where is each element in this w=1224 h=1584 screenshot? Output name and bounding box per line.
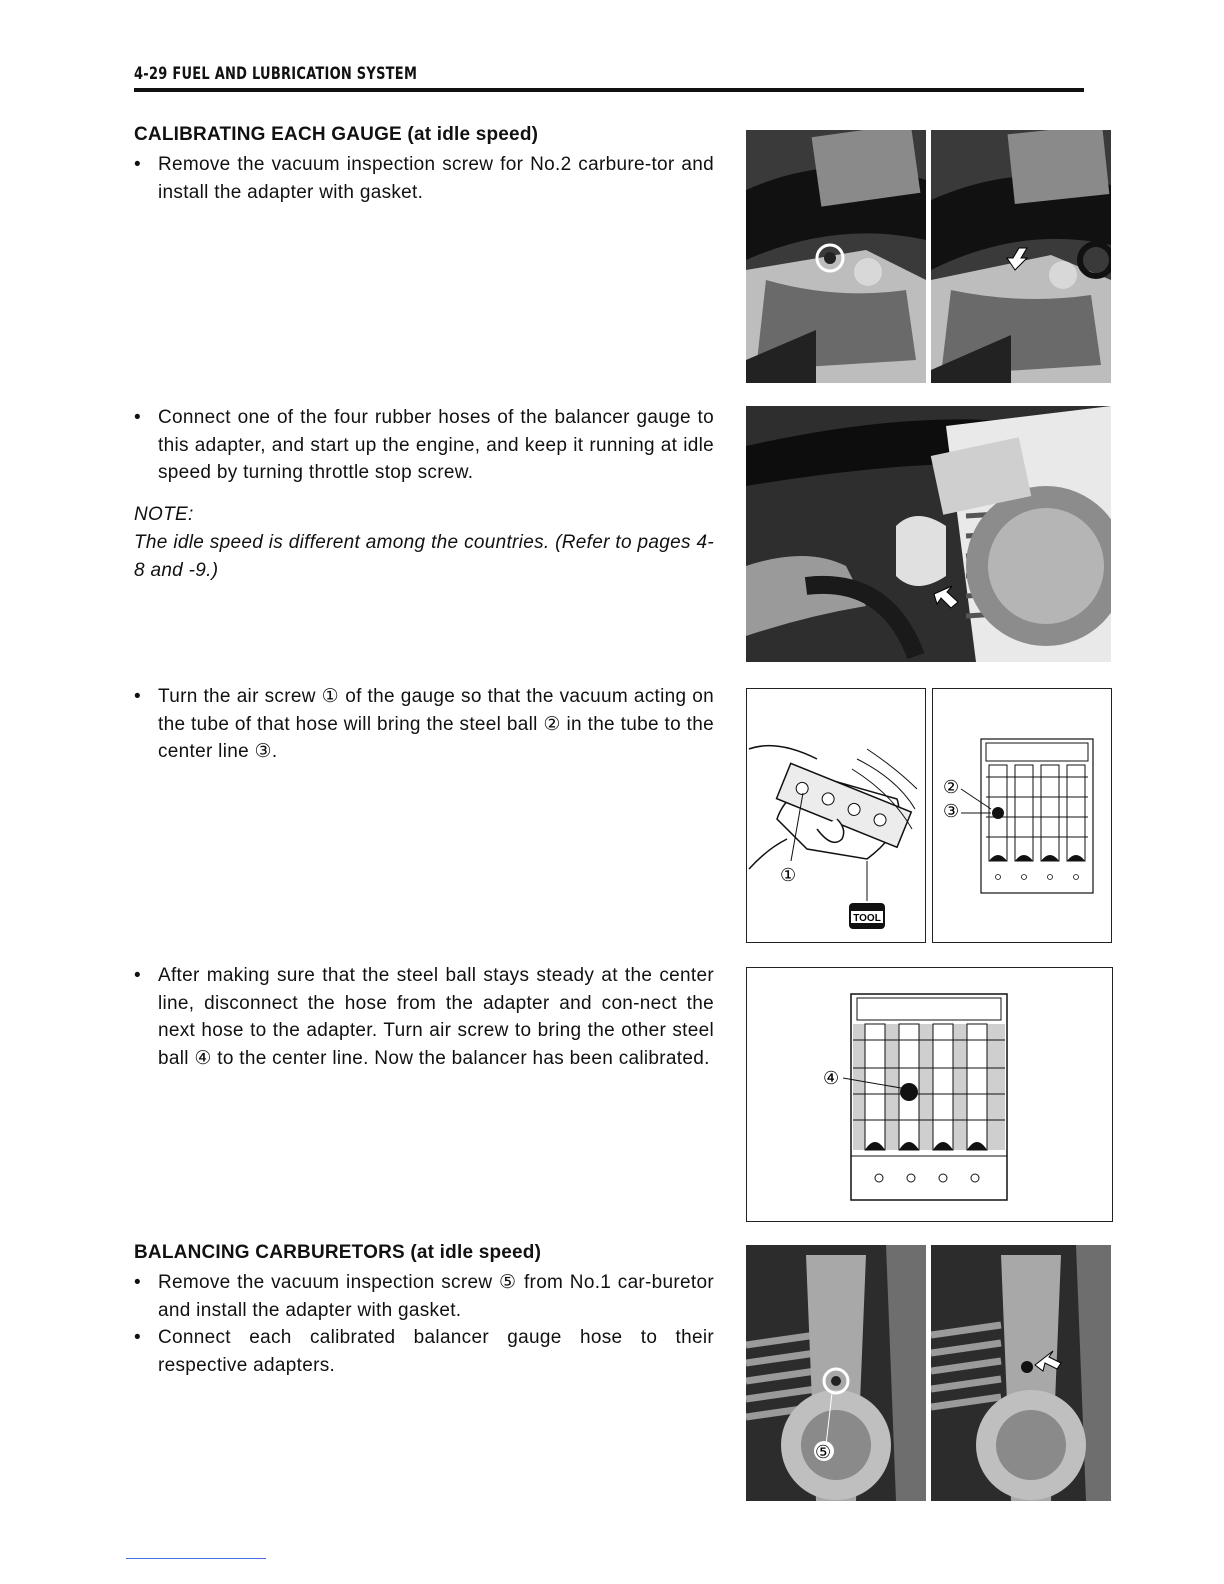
bullet-text: Remove the vacuum inspection screw for No.2 carbure-tor and install the adapter with gasket. <box>158 154 714 203</box>
note-block <box>134 501 714 585</box>
photo-carburetor-screw <box>746 130 926 383</box>
callout-steel-ball: ② <box>943 777 960 798</box>
figure-gauge-ball-4 <box>746 967 1113 1222</box>
header-rule <box>134 88 1084 92</box>
figure-gauge-tubes <box>932 688 1112 943</box>
callout-air-screw: ① <box>780 865 797 886</box>
figure-gauge-tubes-art <box>933 689 1111 942</box>
note-label: NOTE: <box>134 504 194 525</box>
bullet-connect-hose: • Connect one of the four rubber hoses of the balancer gauge to this adapter, and start up the engine, and keep it running at idle speed by turning throttle stop screw. <box>134 404 714 487</box>
bullet-turn-air-screw: • Turn the air screw ① of the gauge so that the vacuum acting on the tube of that hose will bring the steel ball ② in the tube to the center line ③. <box>134 683 714 766</box>
tool-icon: TOOL <box>853 913 881 924</box>
photo-adapter-installed-art <box>931 130 1111 383</box>
page-header-title: 4-29 FUEL AND LUBRICATION SYSTEM <box>134 64 418 84</box>
bullet-text: After making sure that the steel ball stays steady at the center line, disconnect the hose from the adapter and con-nect the next hose to the adapter. Turn air screw to bring the other steel ball ④ to the center line. Now the balancer has been calibrated. <box>158 965 714 1069</box>
bullet-remove-screw: • Remove the vacuum inspection screw for No.2 carbure-tor and install the adapter with gasket. <box>134 151 714 206</box>
figure-gauge-ball-4-art <box>747 968 1112 1221</box>
bullet-text: Remove the vacuum inspection screw ⑤ from No.1 car-buretor and install the adapter with gasket. <box>158 1272 714 1321</box>
note-text: The idle speed is different among the countries. (Refer to pages 4-8 and -9.) <box>134 532 714 581</box>
photo-no1-screw <box>746 1245 926 1501</box>
callout-other-steel-ball: ④ <box>823 1068 840 1089</box>
photo-gauge-hose-connected <box>746 406 1111 662</box>
photo-adapter-installed <box>931 130 1111 383</box>
callout-center-line: ③ <box>943 801 960 822</box>
photo-carburetor-screw-art <box>746 130 926 383</box>
photo-no1-adapter-art <box>931 1245 1111 1501</box>
bullet-text: Turn the air screw ① of the gauge so that the vacuum acting on the tube of that hose will bring the steel ball ② in the tube to the center line ③. <box>158 686 714 762</box>
page-header <box>134 64 1084 84</box>
bullet-remove-screw-no1: • Remove the vacuum inspection screw ⑤ from No.1 car-buretor and install the adapter with gasket. <box>134 1269 714 1324</box>
bullet-connect-gauge-hoses: • Connect each calibrated balancer gauge hose to their respective adapters. <box>134 1324 714 1379</box>
figure-gauge-air-screw <box>746 688 926 943</box>
bullet-steel-ball-steady: • After making sure that the steel ball stays steady at the center line, disconnect the hose from the adapter and con-nect the next hose to the adapter. Turn air screw to bring the other steel ball ④ to the center line. Now the balancer has been calibrated. <box>134 962 714 1072</box>
figure-gauge-air-screw-art <box>747 689 925 942</box>
balancing-heading: BALANCING CARBURETORS (at idle speed) <box>134 1242 542 1263</box>
photo-gauge-hose-connected-art <box>746 406 1111 662</box>
bullet-text: Connect each calibrated balancer gauge hose to their respective adapters. <box>158 1327 714 1376</box>
photo-no1-screw-art <box>746 1245 926 1501</box>
callout-inspection-screw: ⑤ <box>815 1442 832 1463</box>
calibrating-heading: CALIBRATING EACH GAUGE (at idle speed) <box>134 124 539 145</box>
photo-no1-adapter <box>931 1245 1111 1501</box>
bullet-text: Connect one of the four rubber hoses of the balancer gauge to this adapter, and start up the engine, and keep it running at idle speed by turning throttle stop screw. <box>158 407 714 483</box>
footer-rule <box>126 1558 266 1559</box>
